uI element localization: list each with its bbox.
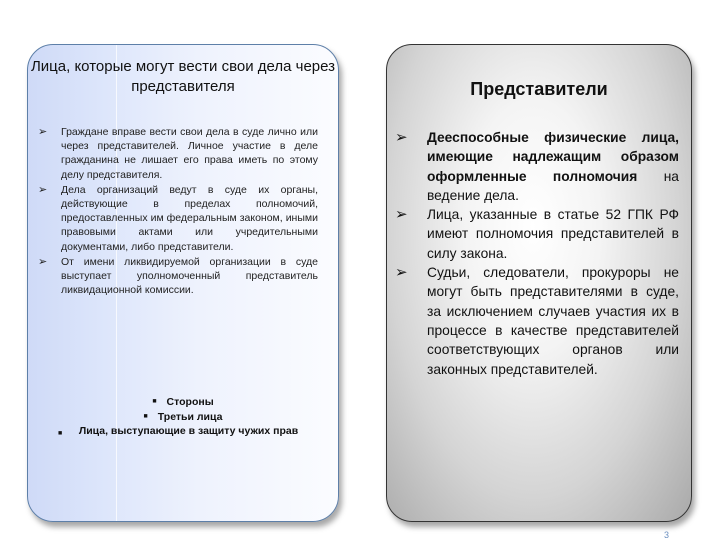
- list-item: ➢ Дееспособные физические лица, имеющие надлежащим образом оформленные полномочия на ведение дела.: [395, 129, 679, 203]
- arrow-bullet-icon: ➢: [395, 206, 408, 224]
- left-panel: [27, 44, 339, 522]
- arrow-bullet-icon: ➢: [38, 183, 48, 196]
- list-item: ➢ От имени ликвидируемой организации в суде выступает уполномоченный представитель ликвидационной комиссии.: [38, 255, 318, 297]
- arrow-bullet-icon: ➢: [395, 129, 408, 146]
- right-bullet-list: [395, 128, 679, 379]
- list-item: ➢ Лица, указанные в статье 52 ГПК РФ имеют полномочия представителей в силу закона.: [395, 206, 679, 261]
- list-item: ■ Лица, выступающие в защиту чужих прав: [58, 424, 308, 442]
- square-bullet-icon: ■: [152, 398, 157, 405]
- square-bullet-icon: ■: [58, 430, 63, 437]
- list-item: ➢ Граждане вправе вести свои дела в суде лично или через представителей. Личное участие в деле гражданина не лишает его права иметь по этому делу представителя.: [38, 126, 318, 181]
- square-bullet-list: [58, 395, 308, 442]
- right-panel-title: Представители: [470, 79, 608, 99]
- list-item: ➢ Дела организаций ведут в суде их органы, действующие в пределах полномочий, предоставленных им федеральным законом, иными правовыми актами или учредительными документами, либо представители.: [38, 183, 318, 253]
- left-bullet-list: [38, 125, 318, 298]
- right-panel: [386, 44, 692, 522]
- arrow-bullet-icon: ➢: [395, 264, 408, 282]
- list-item: ➢ Судьи, следователи, прокуроры не могут быть представителями в суде, за исключением случаев участия их в процессе в качестве представителей соответствующих органов или законных представителей.: [395, 264, 679, 377]
- list-item: ■ Стороны: [152, 396, 214, 408]
- arrow-bullet-icon: ➢: [38, 126, 48, 138]
- arrow-bullet-icon: ➢: [38, 255, 48, 268]
- square-bullet-icon: ■: [143, 412, 148, 420]
- left-panel-title: Лица, которые могут вести свои дела через представителя: [30, 58, 336, 95]
- list-item: ■ Третьи лица: [143, 410, 223, 423]
- page-number: 3: [664, 530, 670, 540]
